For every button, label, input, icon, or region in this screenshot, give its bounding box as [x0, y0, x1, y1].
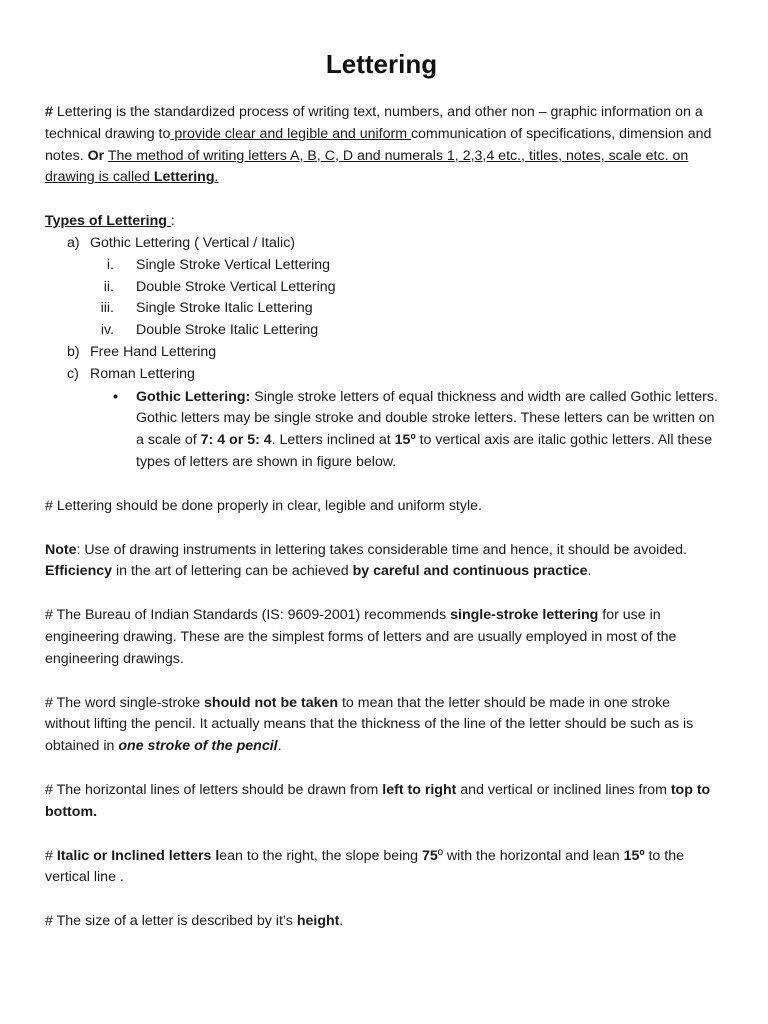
- note-paragraph: Note: Use of drawing instruments in lettering takes considerable time and hence, it should be avoided. Efficiency in the art of lettering can be achieved by careful and continuous practice.: [45, 541, 687, 580]
- list-item: b) Free Hand Lettering: [67, 343, 217, 360]
- list-item: iv. Double Stroke Italic Lettering: [100, 322, 319, 339]
- size-paragraph: # The size of a letter is described by it’s height.: [45, 913, 344, 930]
- list-item: c) Roman Lettering: [67, 365, 195, 382]
- horizontal-lines-paragraph: # The horizontal lines of letters should be drawn from left to right and vertical or inclined lines from top to bottom.: [45, 781, 711, 820]
- gothic-sublist: [45, 255, 718, 342]
- page-title: Lettering: [325, 49, 438, 79]
- list-item: i. Single Stroke Vertical Lettering: [106, 256, 331, 273]
- bullet-icon: •: [113, 388, 118, 405]
- types-heading: Types of Lettering :: [45, 213, 175, 230]
- intro-paragraph: # Lettering is the standardized process of writing text, numbers, and other non – graphic information on a technical drawing to provide clear and legible and uniform communication of specifications, dimension and notes. Or The method of writing letters A, B, C, D and numerals 1, 2,3,4 etc., titles, notes, scale etc. on drawing is called Lettering.: [45, 104, 712, 186]
- single-stroke-paragraph: # The word single-stroke should not be taken to mean that the letter should be made in one stroke without lifting the pencil. It actually means that the thickness of the line of the letter should be such as is obtained in one stroke of the pencil.: [45, 694, 694, 755]
- style-paragraph: # Lettering should be done properly in clear, legible and uniform style.: [45, 497, 482, 514]
- list-item: a) Gothic Lettering ( Vertical / Italic): [67, 234, 296, 251]
- types-list: [45, 233, 718, 386]
- list-item: ii. Double Stroke Vertical Lettering: [103, 278, 336, 295]
- gothic-bullet: • Gothic Lettering: Single stroke letters of equal thickness and width are called Gothic letters. Gothic letters may be single stroke and double stroke letters. These letters can be written on a scale of 7: 4 or 5: 4. Letters inclined at 15º to vertical axis are italic gothic letters. All these types of letters are shown in figure below.: [45, 387, 718, 474]
- bis-paragraph: # The Bureau of Indian Standards (IS: 9609-2001) recommends single-stroke lettering for use in engineering drawing. These are the simplest forms of letters and are usually employed in most of the engineering drawings.: [45, 607, 677, 667]
- list-item: iii. Single Stroke Italic Lettering: [100, 300, 313, 317]
- italic-paragraph: # Italic or Inclined letters lean to the right, the slope being 75º with the horizontal and lean 15º to the vertical line .: [45, 847, 684, 886]
